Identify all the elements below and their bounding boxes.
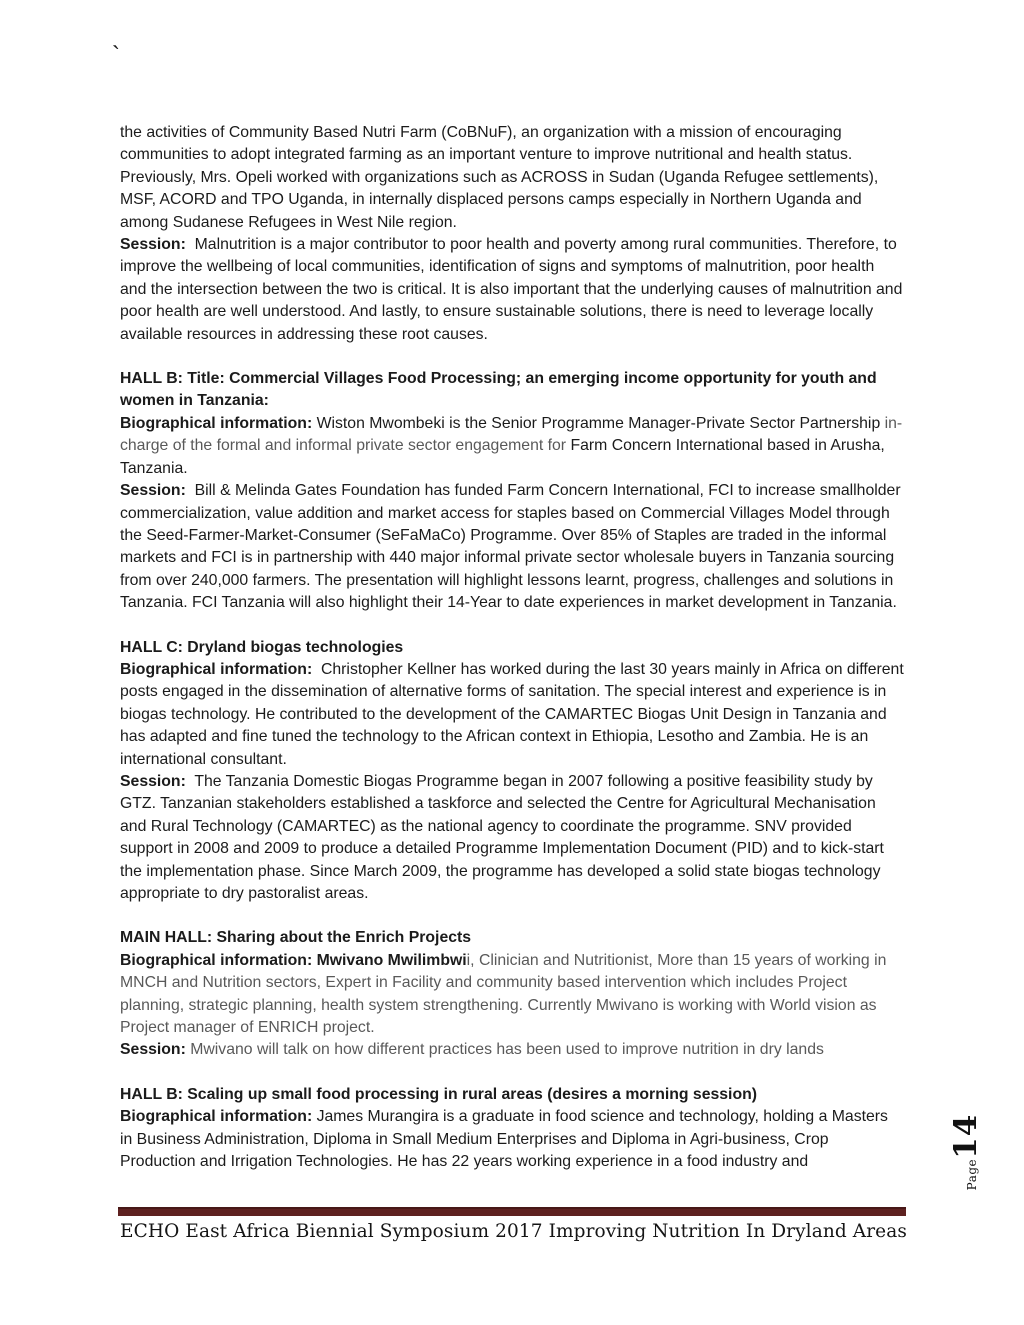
text-run: in-charge of the formal and informal private sector engagement for — [120, 414, 903, 455]
text-run: Biographical information: — [120, 660, 313, 678]
page-number-prefix: Page — [965, 1158, 979, 1191]
text-run: Malnutrition is a major contributor to poor health and poverty among rural communities. Therefore, to improve the wellbeing of local communities, identification of signs and symptoms of malnutrition, poor health and the intersection between the two is critical. It is also important that the underlying causes of malnutrition and poor health are well understood. And lastly, to ensure sustainable solutions, there is need to leverage locally available resources in addressing these root causes. — [120, 236, 907, 343]
section-hall-b-commercial-villages — [120, 368, 904, 614]
footer-divider-bar — [118, 1207, 906, 1216]
section-opeli-bio-continuation — [120, 122, 907, 346]
text-run: Biographical information: — [120, 1108, 313, 1126]
text-run: Farm Concern International based in Arusha, Tanzania. — [120, 437, 885, 477]
footer-title: ECHO East Africa Biennial Symposium 2017 Improving Nutrition In Dryland Areas — [120, 1221, 907, 1242]
text-run: HALL C: Dryland biogas technologies — [120, 638, 404, 656]
text-run: Session: — [120, 1041, 186, 1059]
text-run: Christopher Kellner has worked during the last 30 years mainly in Africa on different posts engaged in the dissemination of alternative forms of sanitation. The special interest and experience is in biogas technology. He contributed to the development of the CAMARTEC Biogas Unit Design in Tanzania and has adapted and fine tuned the technology to the African context in Ethiopia, Lesotho and Zambia. He is an international consultant. — [120, 660, 904, 768]
section-hall-b-scaling-up-food-processing — [120, 1084, 904, 1174]
text-run: Wiston Mwombeki is the Senior Programme Manager-Private Sector Partnership — [312, 414, 885, 432]
text-run: Bill & Melinda Gates Foundation has funded Farm Concern International, FCI to increase smallholder commercialization, value addition and market access for staples based on Commercial Villages Model through the Seed-Farmer-Market-Consumer (SeFaMaCo) Programme. Over 85% of Staples are traded in the informal markets and FCI is in partnership with 440 major informal private sector wholesale buyers in Tanzania sourcing from over 240,000 farmers. The presentation will highlight lessons learnt, progress, challenges and solutions in Tanzania. FCI Tanzania will also highlight their 14-Year to date experiences in market development in Tanzania. — [120, 482, 905, 612]
text-run: HALL B: Scaling up small food processing in rural areas (desires a morning session) — [120, 1085, 758, 1103]
text-run: Session: — [120, 772, 186, 790]
text-run: Session: — [120, 482, 186, 500]
text-run: i, Clinician and Nutritionist, More than 15 years of working in MNCH and Nutrition sectors, Expert in Facility and community based intervention which includes Project planning, strategic planning, health system strengthening. Currently Mwivano is working with World vision as Project manager of ENRICH project. — [120, 951, 887, 1037]
document-body — [120, 122, 907, 1173]
page-number — [948, 1087, 988, 1217]
text-run: Biographical information: — [120, 414, 313, 432]
text-run: the activities of Community Based Nutri Farm (CoBNuF), an organization with a mission of encouraging communities to adopt integrated farming as an important venture to improve nutritional and health status. Previously, Mrs. Opeli worked with organizations such as ACROSS in Sudan (Uganda Refugee settlements), MSF, ACORD and TPO Uganda, in internally displaced persons camps especially in Northern Uganda and among Sudanese Refugees in West Nile region. — [120, 124, 879, 231]
stray-grave-accent-mark: ` — [112, 42, 120, 69]
text-run: James Murangira is a graduate in food science and technology, holding a Masters in Business Administration, Diploma in Small Medium Enterprises and Diploma in Agri-business, Crop Production and Irrigation Technologies. He has 22 years working experience in a food industry and — [120, 1108, 893, 1171]
text-run: MAIN HALL: Sharing about the Enrich Projects — [120, 929, 472, 947]
text-run: Session: — [120, 236, 186, 254]
text-run: The Tanzania Domestic Biogas Programme began in 2007 following a positive feasibility study by GTZ. Tanzanian stakeholders established a taskforce and selected the Centre for Agricultural Mechanisation and Rural Technology (CAMARTEC) as the national agency to coordinate the programme. SNV provided support in 2008 and 2009 to produce a detailed Programme Implementation Document (PID) and to kick-start the implementation phase. Since March 2009, the programme has developed a solid state biogas technology appropriate to dry pastoralist areas. — [120, 772, 889, 902]
text-run: Biographical information: Mwivano Mwilimbwi — [120, 951, 467, 969]
text-run: Mwivano will talk on how different practices has been used to improve nutrition in dry lands — [185, 1041, 824, 1059]
section-main-hall-enrich-projects — [120, 927, 904, 1061]
page-number-value: 14 — [948, 1113, 984, 1159]
section-hall-c-dryland-biogas — [120, 637, 904, 906]
text-run: HALL B: Title: Commercial Villages Food Processing; an emerging income opportunity for youth and women in Tanzania: — [120, 370, 877, 410]
